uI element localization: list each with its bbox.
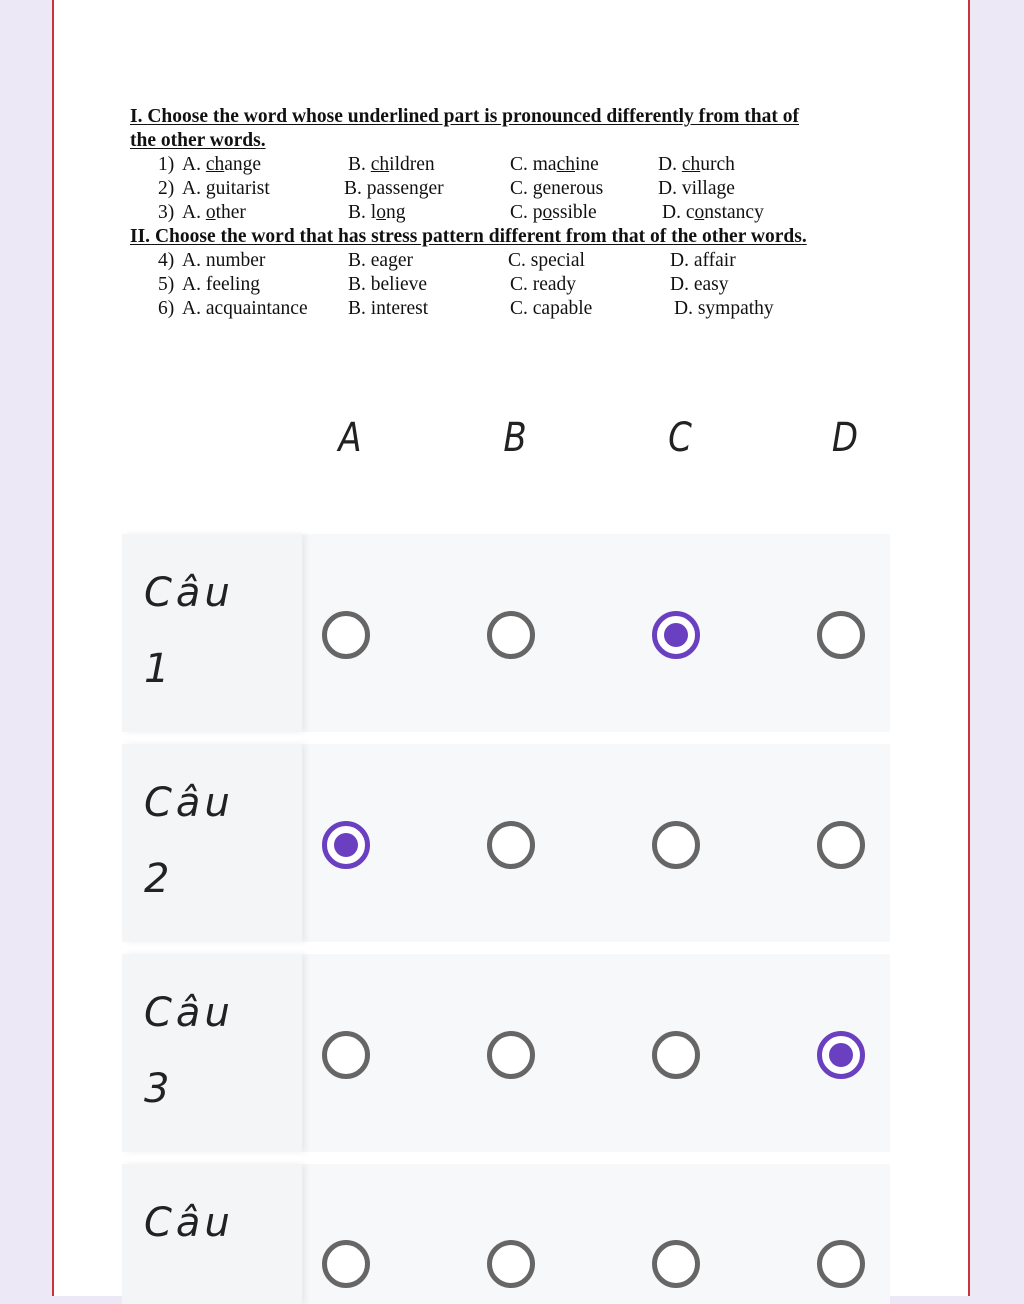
question-row-4 — [130, 249, 890, 273]
radio-q2-b[interactable] — [487, 821, 535, 869]
section1-period: . — [260, 130, 266, 151]
section2-title: Choose the word that has stress pattern different from that of the other words — [154, 226, 802, 247]
option-b: B. believe — [348, 274, 428, 295]
option-c: C. machine — [510, 154, 599, 175]
row-label — [122, 744, 302, 942]
option-d: D. constancy — [662, 202, 764, 223]
row-label-number: 3 — [144, 1066, 174, 1112]
option-b: B. children — [348, 154, 435, 175]
question-row-5 — [130, 273, 890, 297]
section2-roman: II. — [130, 226, 151, 247]
section1-title-line1: Choose the word whose underlined part is pronounced differently from that of — [147, 106, 799, 127]
section1-heading-line2 — [130, 129, 890, 153]
question-row-1 — [130, 153, 890, 177]
option-d: D. village — [658, 178, 735, 199]
option-d: D. sympathy — [674, 298, 774, 319]
section2-heading — [130, 225, 890, 249]
radio-q4-b[interactable] — [487, 1240, 535, 1288]
radio-q1-a[interactable] — [322, 611, 370, 659]
question-row-2 — [130, 177, 890, 201]
question-number: 5) — [158, 274, 175, 295]
radio-q2-c[interactable] — [652, 821, 700, 869]
option-a: A. change — [182, 154, 262, 175]
option-c: C. generous — [510, 178, 604, 199]
section1-roman: I. — [130, 106, 143, 127]
radio-q3-d[interactable] — [817, 1031, 865, 1079]
radio-q2-a[interactable] — [322, 821, 370, 869]
radio-q1-b[interactable] — [487, 611, 535, 659]
radio-q2-d[interactable] — [817, 821, 865, 869]
row-label-number: 1 — [144, 646, 174, 692]
radio-q1-d[interactable] — [817, 611, 865, 659]
radio-q3-b[interactable] — [487, 1031, 535, 1079]
option-a: A. acquaintance — [182, 298, 308, 319]
question-row-6 — [130, 297, 890, 321]
radio-q4-c[interactable] — [652, 1240, 700, 1288]
option-a: A. number — [182, 250, 266, 271]
column-b-label: B — [503, 415, 527, 461]
radio-q1-c[interactable] — [652, 611, 700, 659]
radio-q4-a[interactable] — [322, 1240, 370, 1288]
column-a-label: A — [338, 415, 362, 461]
option-b: B. interest — [348, 298, 429, 319]
question-number: 6) — [158, 298, 175, 319]
question-number: 3) — [158, 202, 175, 223]
radio-q3-c[interactable] — [652, 1031, 700, 1079]
row-label — [122, 534, 302, 732]
option-c: C. capable — [510, 298, 593, 319]
option-d: D. church — [658, 154, 735, 175]
option-b: B. long — [348, 202, 406, 223]
radio-q4-d[interactable] — [817, 1240, 865, 1288]
question-row-3 — [130, 201, 890, 225]
option-b: B. passenger — [344, 178, 444, 199]
option-c: C. possible — [510, 202, 597, 223]
question-number: 1) — [158, 154, 175, 175]
question-number: 4) — [158, 250, 175, 271]
row-label-word: Câu — [144, 1200, 234, 1246]
section1-heading — [130, 105, 890, 129]
question-number: 2) — [158, 178, 175, 199]
option-d: D. easy — [670, 274, 729, 295]
answer-grid-header — [0, 415, 1024, 475]
option-c: C. ready — [510, 274, 577, 295]
option-a: A. other — [182, 202, 246, 223]
row-label-word: Câu — [144, 780, 234, 826]
row-label-word: Câu — [144, 570, 234, 616]
column-d-label: D — [831, 415, 859, 461]
row-label — [122, 1164, 302, 1304]
column-c-label: C — [668, 415, 692, 461]
radio-q3-a[interactable] — [322, 1031, 370, 1079]
section1-title-line2: the other words — [130, 130, 261, 151]
option-d: D. affair — [670, 250, 736, 271]
row-label-number: 2 — [144, 856, 174, 902]
row-label-word: Câu — [144, 990, 234, 1036]
option-c: C. special — [508, 250, 585, 271]
option-b: B. eager — [348, 250, 413, 271]
option-a: A. guitarist — [182, 178, 270, 199]
section2-period: . — [801, 226, 807, 247]
option-a: A. feeling — [182, 274, 260, 295]
row-label — [122, 954, 302, 1152]
exercise-document — [130, 105, 890, 321]
